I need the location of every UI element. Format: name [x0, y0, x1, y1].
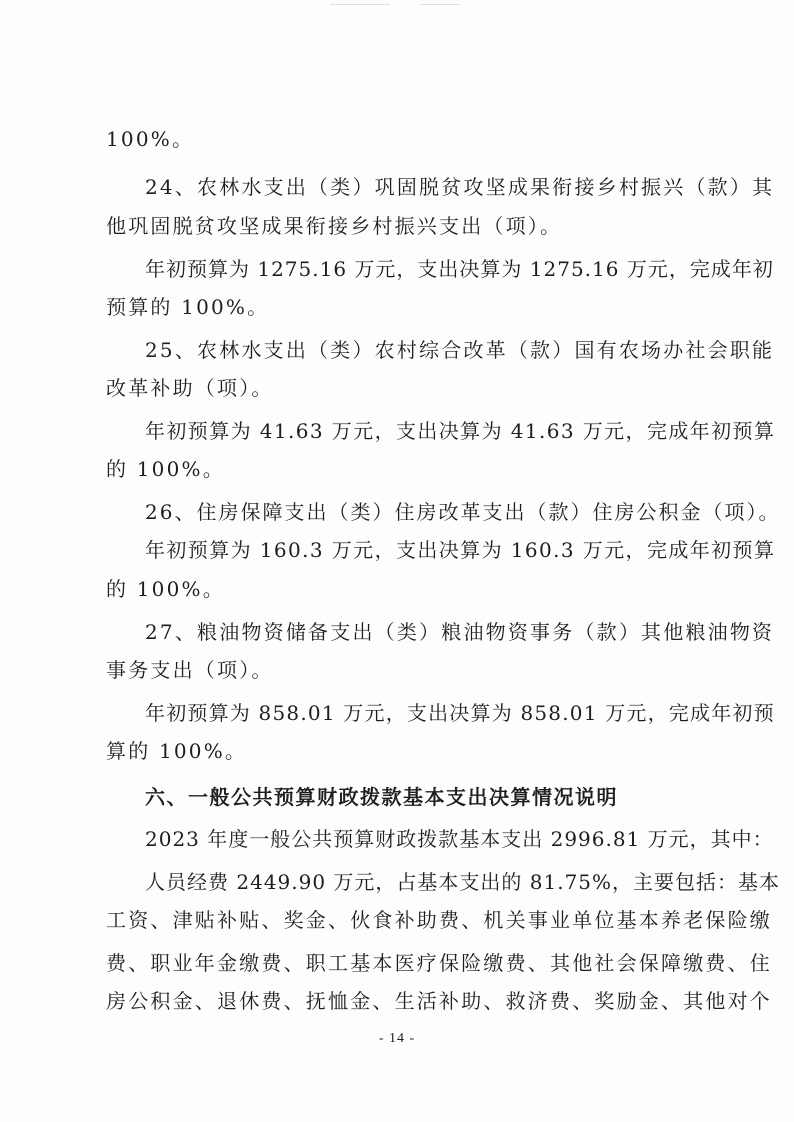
- item-26-title: 26、住房保障支出（类）住房改革支出（款）住房公积金（项）。: [145, 500, 781, 524]
- text-line: 事务支出（项）。: [106, 658, 274, 682]
- text-line: 2023 年度一般公共预算财政拨款基本支出 2996.81 万元，其中：: [145, 827, 774, 851]
- text-line: 他巩固脱贫攻坚成果衔接乡村振兴支出（项）。: [106, 214, 563, 238]
- text-line: 预算的 100%。: [106, 295, 270, 319]
- scan-artifact: [330, 2, 510, 8]
- text-line: 年初预算为 1275.16 万元，支出决算为 1275.16 万元，完成年初: [145, 257, 774, 281]
- page-number: - 14 -: [378, 1031, 416, 1046]
- text-line: 费、职业年金缴费、职工基本医疗保险缴费、其他社会保障缴费、住: [106, 951, 772, 975]
- item-25-title: 25、农林水支出（类）农村综合改革（款）国有农场办社会职能: [145, 338, 775, 362]
- text-line: 年初预算为 858.01 万元，支出决算为 858.01 万元，完成年初预: [145, 701, 775, 725]
- text-line: 100%。: [106, 127, 195, 151]
- item-27-title: 27、粮油物资储备支出（类）粮油物资事务（款）其他粮油物资: [145, 620, 775, 644]
- text-line: 的 100%。: [106, 577, 225, 601]
- text-line: 工资、津贴补贴、奖金、伙食补助费、机关事业单位基本养老保险缴: [106, 908, 772, 932]
- text-line: 改革补助（项）。: [106, 376, 274, 400]
- text-line: 年初预算为 160.3 万元，支出决算为 160.3 万元，完成年初预算: [145, 538, 776, 562]
- section-heading: 六、一般公共预算财政拨款基本支出决算情况说明: [145, 785, 618, 809]
- text-line: 年初预算为 41.63 万元，支出决算为 41.63 万元，完成年初预算: [145, 419, 776, 443]
- text-line: 房公积金、退休费、抚恤金、生活补助、救济费、奖励金、其他对个: [106, 989, 772, 1013]
- text-line: 人员经费 2449.90 万元，占基本支出的 81.75%，主要包括：基本: [145, 870, 781, 894]
- item-24-title: 24、农林水支出（类）巩固脱贫攻坚成果衔接乡村振兴（款）其: [145, 175, 775, 199]
- text-line: 的 100%。: [106, 457, 225, 481]
- text-line: 算的 100%。: [106, 739, 248, 763]
